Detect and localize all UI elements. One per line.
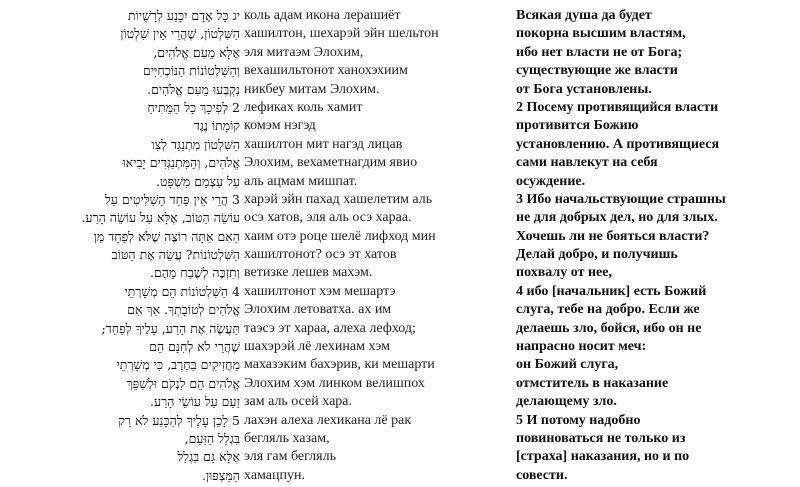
transliteration-line: осэ хатов, эля аль осэ хараа. — [244, 210, 412, 226]
hebrew-line: עוֹשֵׂה הַטּוֹב, אֶלָּא עַל עוֹשֵׂה הָרַע. — [81, 210, 240, 226]
russian-line: противится Божию — [516, 118, 639, 134]
hebrew-line: הַשִּׁלְטוֹן מִתְנַגֵּד לְצַו — [151, 136, 240, 152]
transliteration-line: таэсэ эт хараа, алеха лефход; — [244, 320, 416, 336]
transliteration-line: комэм нэгэд — [244, 118, 316, 134]
hebrew-line: הַאִם אַתָּה רוֹצֶה שֶׁלֹּא לְפַחֵד מִן — [93, 228, 240, 244]
transliteration-line: хашилтон мит нагэд лицав — [244, 136, 403, 152]
transliteration-line: харэй эйн пахад хашелетим аль — [244, 191, 433, 207]
transliteration-line: Элохим хэм линком велишпох — [244, 375, 425, 391]
transliteration-line: хамацпун. — [244, 467, 305, 483]
russian-line: Делай добро, и получишь — [516, 247, 678, 263]
russian-line: напрасно носит меч: — [516, 339, 647, 355]
russian-line: отмститель в наказание — [516, 375, 669, 391]
transliteration-line: коль адам икона лерашиёт — [244, 8, 401, 23]
transliteration-line: эля гам бегляль — [244, 449, 336, 465]
hebrew-line: 2 לְפִיכָךְ כָּל הַמֵּתִיחַ — [147, 99, 240, 115]
hebrew-line: אֶלָּא מֵעִם אֱלֹהִים, — [153, 44, 240, 60]
russian-line: установлению. А противящиеся — [516, 136, 720, 152]
transliteration-line: бегляль хазам, — [244, 430, 330, 446]
russian-line: повиноваться не только из — [516, 430, 686, 446]
transliteration-line: лефиках коль хамит — [244, 99, 363, 115]
hebrew-column — [40, 7, 240, 485]
transliteration-line: эля митаэм Элохим, — [244, 44, 364, 60]
hebrew-line: עַל עַצְמָם מִשְׁפָּט. — [155, 173, 240, 189]
hebrew-line: הַשִּׁלְטוֹנוֹת? עֲשֵׂה אֶת הַטּוֹב — [111, 247, 240, 263]
hebrew-line: אֱלֹהִים, וְהַמִּתְנַגְּדִים יָבִיאוּ — [122, 155, 240, 171]
transliteration-line: вехашильтонот ханохэхиим — [244, 63, 408, 79]
transliteration-line: лахэн алеха лехикана лё рак — [244, 412, 412, 428]
hebrew-line: הַשִּׁלְטוֹן, שֶׁהֲרֵי אֵין שִׁלְטוֹן — [120, 26, 240, 42]
hebrew-line: יג כָּל אָדָם יִכָּנַע לְרָשֻׁיוֹת — [127, 8, 240, 23]
russian-line: существующие же власти — [516, 63, 678, 79]
transliteration-line: аль ацмам мишпат. — [244, 173, 358, 189]
hebrew-line: וְתִזְכֶּה לְשֶׁבַח מֵהֶם. — [149, 265, 240, 281]
transliteration-line: Элохим летоватха. ах им — [244, 302, 392, 318]
hebrew-line: זַעַם עַל עוֹשֵׂי הָרַע. — [150, 394, 240, 410]
hebrew-line: שֶׁהֲרֵי לֹא לְחִנָּם הֵם — [149, 339, 240, 355]
transliteration-line: хашилтонот? осэ эт хатов — [244, 247, 397, 263]
hebrew-line: נִקְבְּעוּ מֵעִם אֱלֹהִים. — [147, 81, 240, 97]
hebrew-line: תַּעֲשֶׂה אֶת הָרַע, עָלֶיךָ לְפַחֵד; — [101, 320, 240, 336]
russian-column — [516, 7, 798, 485]
russian-line: не для добрых дел, но для злых. — [516, 210, 718, 226]
russian-line: похвалу от нее, — [516, 265, 612, 281]
hebrew-line: אֱלֹהִים לְטוֹבָתְךָ. אַךְ אִם — [127, 302, 240, 318]
transliteration-line: шахэрэй лё лехинам хэм — [244, 339, 391, 355]
hebrew-line: אֶלָּא גַּם בִּגְלַל — [177, 449, 240, 465]
russian-line: 2 Посему противящийся власти — [516, 99, 719, 115]
russian-line: сами навлекут на себя — [516, 155, 658, 171]
transliteration-line: махазэким бахэрив, ки мешарти — [244, 357, 435, 373]
hebrew-line: מַחֲזִיקִים בַּחֶרֶב, כִּי מְשָׁרְתֵי — [116, 357, 240, 373]
russian-line: осуждение. — [516, 173, 586, 189]
russian-line: Всякая душа да будет — [516, 8, 652, 23]
hebrew-line: אֱלֹהִים הֵם לִנְקֹם וּלְשַׁפֵּךְ — [126, 375, 240, 391]
transliteration-line: хаим отэ роце шелё лифход мин — [244, 228, 436, 244]
russian-line: совести. — [516, 467, 568, 483]
hebrew-line: וְהַשִּׁלְטוֹנוֹת הַנּוֹכְחִיִּים — [142, 63, 240, 79]
hebrew-line: 4 הַשִּׁלְטוֹנוֹת הֵם מְשָׁרְתֵי — [124, 283, 240, 299]
russian-line: ибо нет власти не от Бога; — [516, 44, 683, 60]
hebrew-line: 5 לָכֵן עָלֶיךָ לְהִכָּנַע לֹא רַק — [118, 412, 240, 428]
transliteration-column — [244, 7, 504, 485]
russian-line: [страха] наказания, но и по — [516, 449, 690, 465]
russian-line: слуга, тебе на добро. Если же — [516, 302, 700, 318]
russian-line: 5 И потому надобно — [516, 412, 641, 428]
russian-line: 4 ибо [начальник] есть Божий — [516, 283, 707, 299]
russian-line: от Бога установлены. — [516, 81, 652, 97]
russian-line: 3 Ибо начальствующие страшны — [516, 191, 726, 207]
transliteration-line: хашилтонот хэм мешартэ — [244, 283, 396, 299]
hebrew-line: הַמַּצְפּוּן. — [201, 467, 240, 483]
transliteration-line: хашилтон, шехарэй эйн шельтон — [244, 26, 439, 42]
russian-line: он Божий слуга, — [516, 357, 619, 373]
hebrew-line: בִּגְלַל הַזַּעַם, — [184, 430, 240, 446]
transliteration-line: зам аль осей хара. — [244, 394, 352, 410]
transliteration-line: ветизке лешев махэм. — [244, 265, 373, 281]
russian-line: покорна высшим властям, — [516, 26, 686, 42]
russian-line: делающему зло. — [516, 394, 617, 410]
hebrew-line: 3 הֲרֵי אֵין פַּחַד הַשַּׁלִּיטִים עַל — [104, 191, 240, 207]
transliteration-line: никбеу митам Элохим. — [244, 81, 380, 97]
russian-line: Хочешь ли не бояться власти? — [516, 228, 710, 244]
hebrew-line: קוֹמָתוֹ נֶגֶד — [193, 118, 240, 134]
russian-line: делаешь зло, бойся, ибо он не — [516, 320, 702, 336]
transliteration-line: Элохим, вехаметнагдим явио — [244, 155, 418, 171]
